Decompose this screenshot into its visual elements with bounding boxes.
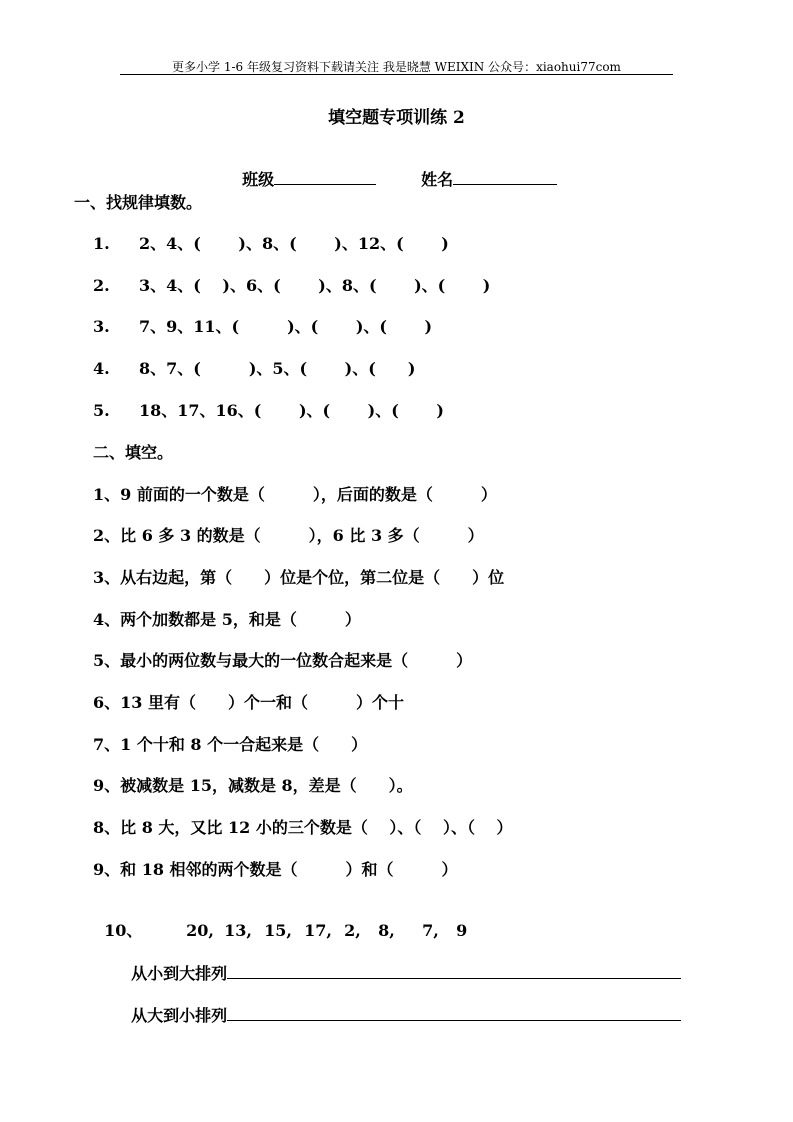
item-text: 2、4、( )、8、( )、12、( ) [139, 234, 449, 253]
number-value: 17, [304, 921, 332, 940]
descending-answer-blank[interactable] [227, 1002, 681, 1021]
number-value: 13, [224, 921, 252, 940]
number-value: 20, [186, 921, 214, 940]
sequence-item [93, 356, 415, 379]
ascending-answer-blank[interactable] [227, 960, 681, 979]
item-number: 4. [93, 359, 110, 378]
number-value: 2, [344, 921, 361, 940]
item-text: 8、7、( )、5、( )、( ) [139, 359, 416, 378]
fill-item: 4、两个加数都是 5，和是（ ） [93, 610, 361, 629]
fill-item: 6、13 里有（ ）个一和（ ）个十 [93, 693, 404, 712]
descending-order-field [120, 983, 681, 1026]
sequence-item [93, 314, 432, 337]
fill-item: 5、最小的两位数与最大的一位数合起来是（ ） [93, 651, 473, 670]
ascending-label: 从小到大排列 [131, 964, 228, 983]
sequence-item [93, 231, 449, 254]
class-field [231, 147, 376, 190]
ordering-item [93, 899, 476, 941]
class-blank[interactable] [274, 166, 376, 185]
sequence-item [93, 398, 444, 421]
header-divider [120, 74, 673, 75]
item-text: 3、4、( )、6、( )、8、( )、( ) [139, 276, 491, 295]
header-note: 更多小学 1-6 年级复习资料下载请关注 我是晓慧 WEIXIN 公众号：xiaohui77com [172, 60, 621, 74]
descending-label: 从大到小排列 [131, 1006, 228, 1025]
name-label: 姓名 [421, 170, 454, 189]
item-text: 7、9、11、( )、( )、( ) [139, 317, 433, 336]
item-number: 3. [93, 317, 110, 336]
ascending-order-field [120, 941, 681, 984]
number-value: 8, [378, 921, 395, 940]
section1-heading: 一、找规律填数。 [74, 193, 203, 212]
fill-item: 1、9 前面的一个数是（ ），后面的数是（ ） [93, 485, 497, 504]
fill-item: 3、从右边起，第（ ）位是个位，第二位是（ ）位 [93, 568, 505, 587]
fill-item: 9、被减数是 15，减数是 8，差是（ ）。 [93, 776, 413, 795]
class-label: 班级 [242, 170, 275, 189]
sequence-item [93, 273, 490, 296]
item-number: 2. [93, 276, 110, 295]
page-title: 填空题专项训练 2 [328, 108, 465, 128]
item-number: 5. [93, 401, 110, 420]
fill-item: 2、比 6 多 3 的数是（ ），6 比 3 多（ ） [93, 526, 484, 545]
item-text: 18、17、16、( )、( )、( ) [139, 401, 444, 420]
fill-item: 9、和 18 相邻的两个数是（ ）和（ ） [93, 860, 458, 879]
name-blank[interactable] [453, 166, 557, 185]
fill-item: 8、比 8 大，又比 12 小的三个数是（ ）、（ ）、（ ） [93, 818, 513, 837]
name-field [410, 147, 557, 190]
item-number: 10、 [104, 921, 143, 940]
fill-item: 7、1 个十和 8 个一合起来是（ ） [93, 735, 368, 754]
item-number: 1. [93, 234, 110, 253]
number-value: 9 [456, 921, 468, 940]
section2-heading: 二、填空。 [93, 443, 174, 462]
number-value: 7, [422, 921, 439, 940]
number-value: 15, [264, 921, 292, 940]
